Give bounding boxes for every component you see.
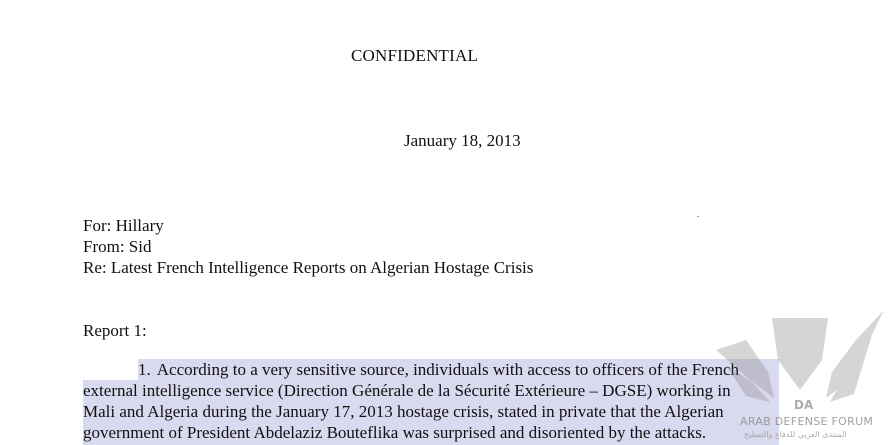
memo-from-line: From: Sid <box>83 237 152 256</box>
paragraph-text[interactable]: According to a very sensitive source, individuals with access to officers of the French <box>156 360 739 379</box>
document-classification: CONFIDENTIAL <box>351 46 479 65</box>
paragraph-line[interactable] <box>138 360 739 380</box>
report-heading: Report 1: <box>83 321 147 340</box>
watermark-initials: DA <box>794 398 814 412</box>
watermark-name: ARAB DEFENSE FORUM <box>740 415 874 428</box>
paragraph-line[interactable]: government of President Abdelaziz Bouteflika was surprised and disoriented by the attacks. <box>83 423 707 442</box>
paragraph-number: 1. <box>138 360 151 379</box>
paragraph-line[interactable]: external intelligence service (Direction Générale de la Sécurité Extérieure – DGSE) working in <box>83 381 731 400</box>
scan-speck <box>697 216 699 217</box>
memo-for-line: For: Hillary <box>83 216 164 235</box>
watermark-arabic-name: المنتدى العربي للدفاع والتسليح <box>744 430 847 439</box>
document-date: January 18, 2013 <box>404 131 521 150</box>
paragraph-line[interactable]: Mali and Algeria during the January 17, 2013 hostage crisis, stated in private that the Algerian <box>83 402 724 421</box>
memo-subject-line: Re: Latest French Intelligence Reports on Algerian Hostage Crisis <box>83 258 534 277</box>
